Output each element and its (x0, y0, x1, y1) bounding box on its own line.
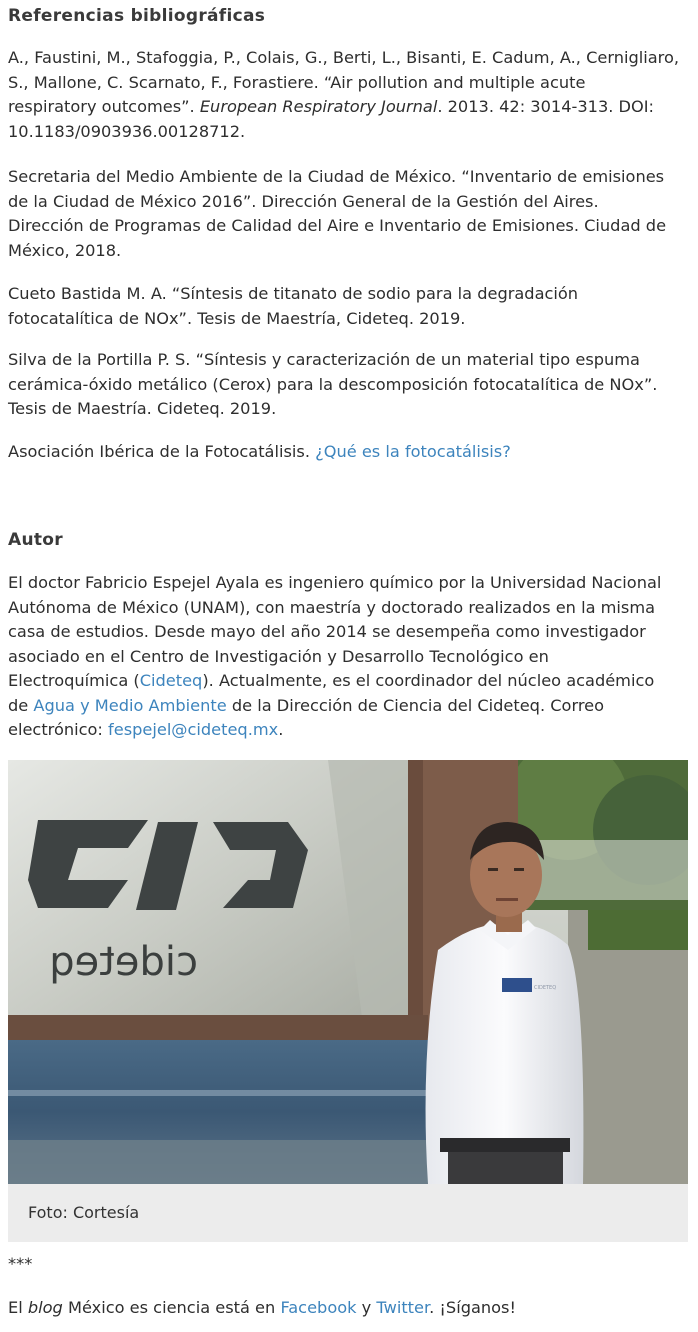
reference-text-line (8, 440, 692, 465)
reference-text-line: Tesis de Maestría. Cideteq. 2019. (8, 399, 277, 418)
footer-text: México es ciencia está en (62, 1298, 281, 1317)
reference-text-line (8, 95, 692, 120)
reference-doi: 10.1183/0903936.00128712. (8, 121, 246, 141)
author-heading: Autor (8, 530, 63, 550)
reference-text-line: cerámica-óxido metálico (Cerox) para la descomposición fotocatalítica de NOx”. (8, 374, 658, 394)
author-photo (8, 760, 688, 1184)
reference-text: Asociación Ibérica de la Fotocatálisis. (8, 442, 316, 461)
blog-word: blog (27, 1298, 63, 1317)
reference-text-line: S., Mallone, C. Scarnato, F., Forastiere. “Air pollution and multiple acute (8, 72, 586, 92)
reference-text-line: Secretaria del Medio Ambiente de la Ciudad de México. “Inventario de emisiones (8, 167, 665, 186)
reference-item (8, 46, 692, 144)
bio-text: ). Actualmente, es el coordinador del núcleo académico (202, 671, 655, 690)
bio-text: electrónico: (8, 720, 109, 739)
bio-line (8, 669, 692, 694)
bio-line (8, 694, 692, 719)
bio-line: asociado en el Centro de Investigación y Desarrollo Tecnológico en (8, 646, 549, 666)
photo-caption: Foto: Cortesía (28, 1203, 140, 1222)
reference-text-line: México, 2018. (8, 240, 122, 260)
footer-text: y (356, 1298, 377, 1317)
bio-text: de la Dirección de Ciencia del Cideteq. Correo (226, 695, 604, 715)
photo-caption-box (8, 1184, 688, 1242)
reference-text-line: Cueto Bastida M. A. “Síntesis de titanato de sodio para la degradación (8, 284, 579, 303)
cideteq-link[interactable]: Cideteq (139, 671, 203, 690)
footer-text: El (8, 1298, 28, 1317)
bio-line (8, 718, 692, 743)
author-bio (8, 571, 692, 743)
facebook-link[interactable]: Facebook (280, 1298, 357, 1317)
sign-text: cideteq (49, 939, 198, 985)
bio-text: Electroquímica ( (8, 671, 140, 690)
reference-text-line: de la Ciudad de México 2016”. Dirección General de la Gestión del Aires. (8, 191, 599, 211)
reference-text-line: fotocatalítica de NOx”. Tesis de Maestría, Cideteq. 2019. (8, 308, 466, 328)
shirt-logo-text: CIDETEQ (534, 985, 557, 991)
photocatalysis-link[interactable]: ¿Qué es la fotocatálisis? (315, 442, 511, 461)
follow-us-line (8, 1296, 692, 1321)
reference-item (8, 282, 692, 331)
bio-text: de (8, 695, 34, 715)
water-environment-link[interactable]: Agua y Medio Ambiente (33, 695, 227, 715)
bio-line: Autónoma de México (UNAM), con maestría y doctorado realizados en la misma (8, 597, 656, 617)
reference-text-line: Dirección de Programas de Calidad del Aire e Inventario de Emisiones. Ciudad de (8, 216, 667, 235)
reference-item (8, 440, 692, 465)
separator: *** (8, 1254, 33, 1273)
reference-text: . 2013. 42: 3014-313. DOI: (437, 97, 654, 116)
journal-title: European Respiratory Journal (199, 97, 438, 116)
reference-text-line: A., Faustini, M., Stafoggia, P., Colais, G., Berti, L., Bisanti, E. Cadum, A., Cernigliaro, (8, 48, 680, 67)
bio-text: . (278, 720, 284, 739)
reference-item (8, 165, 692, 263)
reference-text: respiratory outcomes”. (8, 97, 200, 116)
bio-line: casa de estudios. Desde mayo del año 2014 se desempeña como investigador (8, 622, 646, 641)
footer-text: . ¡Síganos! (429, 1298, 516, 1317)
email-link[interactable]: fespejel@cideteq.mx (108, 720, 279, 739)
references-heading: Referencias bibliográficas (8, 6, 266, 26)
reference-item (8, 348, 692, 422)
reference-text-line: Silva de la Portilla P. S. “Síntesis y caracterización de un material tipo espuma (8, 350, 640, 369)
author-photo-illustration (8, 760, 688, 1184)
twitter-link[interactable]: Twitter (376, 1298, 430, 1317)
bio-line: El doctor Fabricio Espejel Ayala es ingeniero químico por la Universidad Nacional (8, 573, 662, 592)
